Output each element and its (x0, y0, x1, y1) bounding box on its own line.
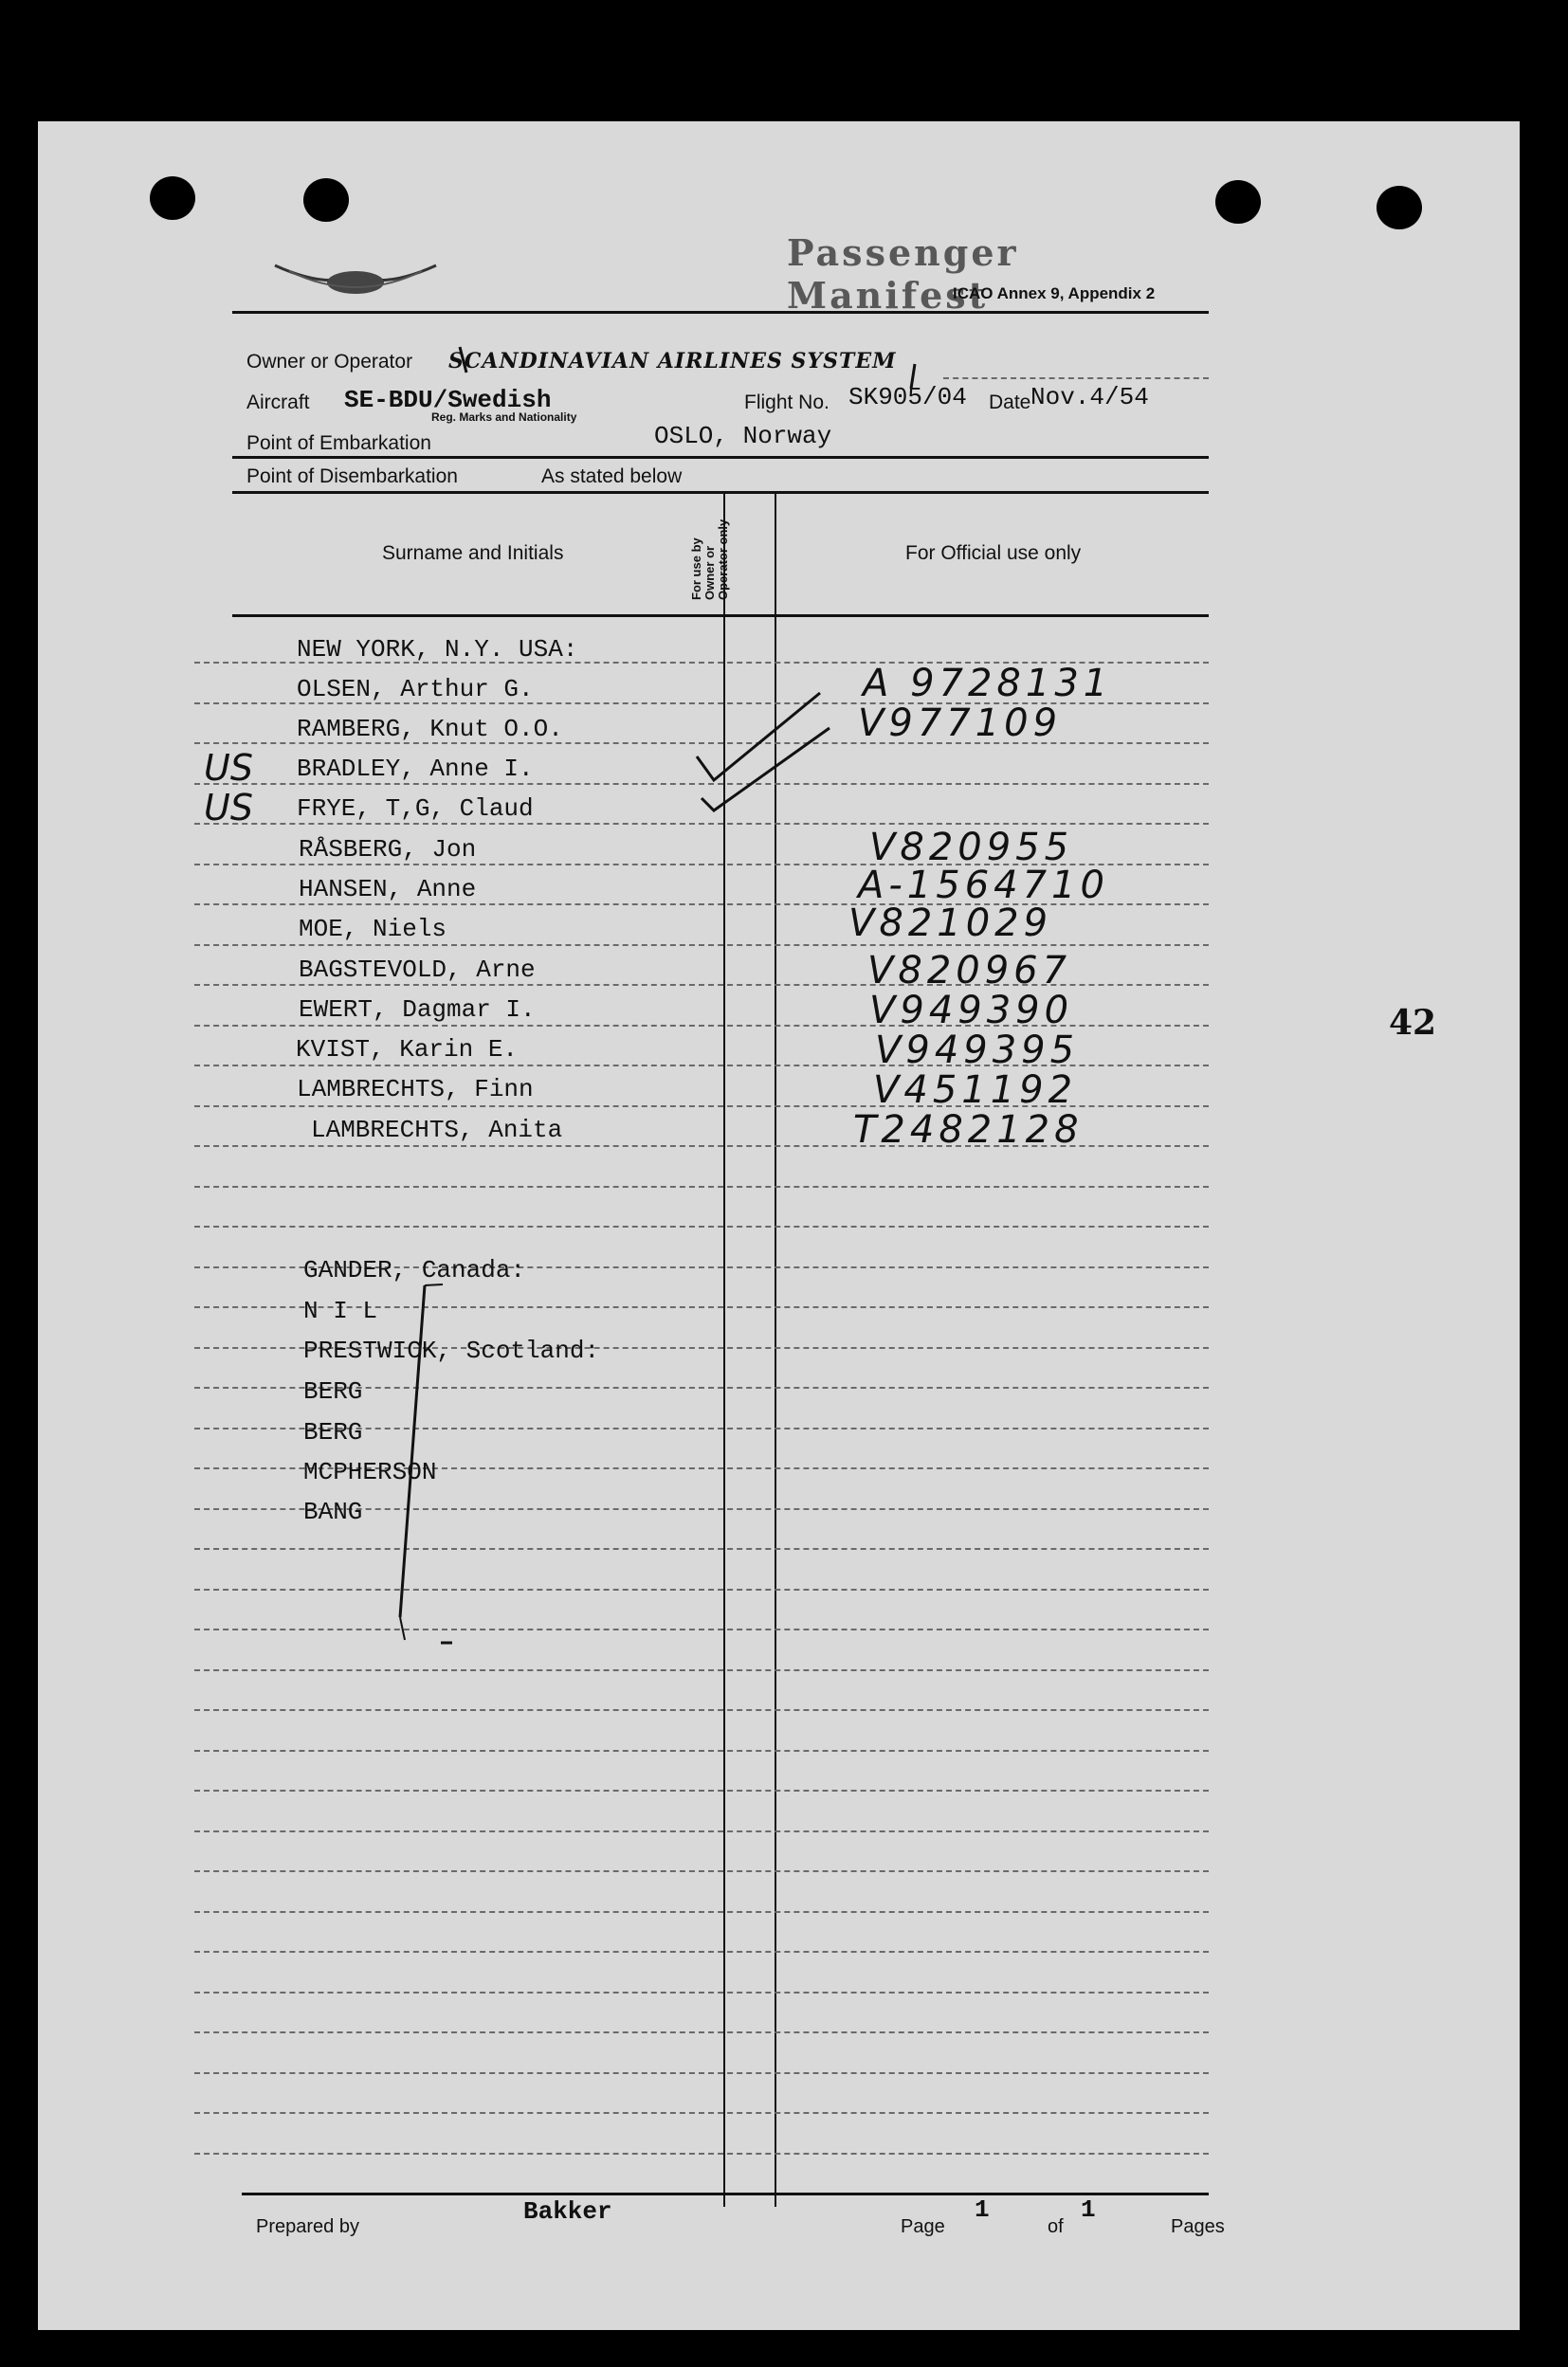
flight-value: SK905/04 (848, 383, 967, 411)
footer-rule (242, 2193, 1209, 2195)
official-number: V821029 (848, 901, 1053, 945)
passenger-name: N I L (303, 1297, 378, 1325)
official-number: V977109 (858, 701, 1063, 745)
of-label: of (1048, 2216, 1064, 2237)
passenger-name: FRYE, T,G, Claud (297, 794, 534, 823)
form-title: Passenger Manifest (787, 231, 1019, 317)
official-number: V949395 (875, 1029, 1080, 1072)
passenger-name: HANSEN, Anne (299, 875, 477, 903)
passenger-name: NEW YORK, N.Y. USA: (297, 635, 578, 664)
passenger-name: RÅSBERG, Jon (299, 835, 477, 864)
of-value: 1 (1081, 2195, 1096, 2224)
passenger-name: BANG (303, 1498, 363, 1526)
owner-label: Owner or Operator (246, 351, 413, 373)
page-value: 1 (975, 2195, 990, 2224)
passenger-name: BAGSTEVOLD, Arne (299, 956, 536, 984)
passenger-name: LAMBRECHTS, Finn (297, 1075, 534, 1103)
aircraft-value: SE-BDU/Swedish (344, 386, 552, 414)
destination-heading: GANDER, Canada: (303, 1256, 526, 1284)
destination-heading: PRESTWICK, Scotland: (303, 1337, 600, 1365)
passenger-name: MCPHERSON (303, 1458, 437, 1486)
margin-mark: US (204, 747, 253, 789)
col-owner-use-header: For use by Owner or Operator only (689, 519, 730, 600)
passenger-manifest-form (194, 140, 1225, 2237)
disembark-value: As stated below (541, 465, 683, 487)
margin-mark: US (204, 787, 253, 828)
official-number: V820955 (869, 826, 1074, 869)
passenger-name: BRADLEY, Anne I. (297, 755, 534, 783)
date-label: Date (989, 391, 1031, 413)
passenger-name: EWERT, Dagmar I. (299, 995, 536, 1024)
punch-hole (1215, 180, 1261, 224)
date-value: Nov.4/54 (1030, 383, 1149, 411)
passenger-name: KVIST, Karin E. (296, 1035, 519, 1064)
col-official-header: For Official use only (905, 542, 1082, 564)
punch-hole (150, 176, 195, 220)
passenger-name: MOE, Niels (299, 915, 447, 943)
passenger-name: OLSEN, Arthur G. (297, 675, 534, 703)
official-number: T2482128 (853, 1108, 1084, 1152)
embark-value: OSLO, Norway (654, 422, 832, 450)
pen-marks (194, 140, 1209, 2207)
pages-label: Pages (1171, 2216, 1225, 2237)
col-surname-header: Surname and Initials (382, 542, 564, 564)
prepared-label: Prepared by (256, 2216, 359, 2237)
page-label: Page (901, 2216, 945, 2237)
punch-hole (1377, 186, 1422, 229)
official-number: A 9728131 (863, 662, 1113, 705)
official-number: V820967 (867, 949, 1072, 992)
passenger-name: RAMBERG, Knut O.O. (297, 715, 563, 743)
official-number: V451192 (873, 1068, 1078, 1112)
passenger-name: BERG (303, 1377, 363, 1406)
aircraft-label: Aircraft (246, 391, 310, 413)
embark-label: Point of Embarkation (246, 432, 431, 454)
official-number: V949390 (869, 989, 1074, 1032)
disembark-label: Point of Disembarkation (246, 465, 458, 487)
flight-label: Flight No. (744, 391, 830, 413)
owner-value: SCANDINAVIAN AIRLINES SYSTEM (448, 349, 897, 373)
passenger-name: LAMBRECHTS, Anita (311, 1116, 563, 1144)
page-number: 42 (1389, 1003, 1437, 1043)
official-number: A-1564710 (858, 864, 1109, 907)
passenger-name: BERG (303, 1418, 363, 1447)
prepared-value: Bakker (523, 2197, 612, 2226)
annex-reference: ICAO Annex 9, Appendix 2 (953, 284, 1156, 302)
reg-note: Reg. Marks and Nationality (431, 410, 577, 424)
